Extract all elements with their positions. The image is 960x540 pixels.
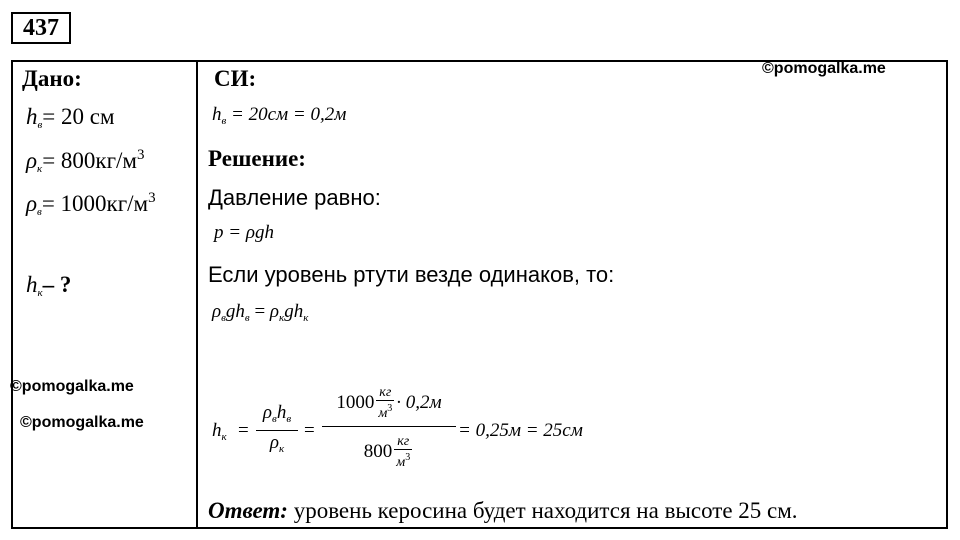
answer	[208, 498, 798, 524]
unit-den-text: м	[378, 406, 388, 421]
pressure-text: Давление равно:	[208, 185, 381, 210]
denominator-value: 800	[363, 441, 393, 462]
final-result: = 0,25м = 25см	[458, 420, 583, 441]
balance-formula	[212, 301, 308, 324]
numerator-tail: · 0,2м	[396, 392, 442, 413]
symbol: h	[212, 104, 222, 125]
mercury-text: Если уровень ртути везде одинаков, то:	[208, 262, 615, 287]
column-divider	[196, 60, 198, 527]
unit-denominator	[394, 449, 412, 470]
subscript: в	[244, 312, 250, 324]
unit-den-text: м	[396, 455, 406, 470]
equals-1: =	[238, 420, 249, 441]
h-water: h	[276, 402, 287, 423]
symbol: h	[212, 420, 222, 441]
given-title: Дано:	[22, 66, 82, 91]
task-number: 437	[11, 12, 71, 44]
rho-water: ρ	[262, 402, 273, 423]
symbol: h	[26, 104, 38, 129]
rho-kerosene: ρ	[269, 432, 279, 453]
subscript: в	[221, 312, 226, 324]
subscript: в	[221, 115, 227, 127]
subscript: в	[37, 119, 43, 131]
superscript: 3	[136, 147, 145, 163]
si-title: СИ:	[214, 66, 257, 91]
subscript: в	[272, 413, 277, 425]
unknown-mark: – ?	[42, 272, 72, 297]
value: = 20см = 0,2м	[231, 104, 347, 125]
subscript: в	[286, 413, 292, 425]
given-find	[26, 272, 71, 299]
symbol: ρ	[26, 148, 38, 173]
rho-water: ρ	[212, 301, 222, 322]
equals: =	[249, 301, 270, 322]
unit-sup: 3	[387, 403, 393, 414]
symbol: h	[26, 272, 38, 297]
value-numerator	[336, 380, 441, 426]
solution-title: Решение:	[208, 146, 306, 171]
subscript: к	[303, 312, 309, 324]
watermark: ©pomogalka.me	[762, 60, 886, 77]
subscript: к	[37, 287, 43, 299]
given-rho-water	[26, 190, 156, 218]
gh-kerosene: gh	[284, 301, 304, 322]
value: = 1000кг/м	[41, 191, 149, 216]
unit-fraction	[376, 385, 394, 421]
answer-label: Ответ:	[208, 498, 288, 523]
ratio-denominator	[270, 431, 284, 461]
superscript: 3	[148, 190, 156, 206]
numerator-value: 1000	[336, 392, 375, 413]
unit-sup: 3	[405, 452, 411, 463]
gh-water: gh	[225, 301, 245, 322]
symbol: ρ	[26, 191, 38, 216]
watermark: ©pomogalka.me	[20, 414, 144, 431]
given-rho-kerosene	[26, 147, 144, 175]
ratio-numerator	[263, 402, 291, 430]
equals-2: =	[304, 420, 315, 441]
unit-fraction	[394, 434, 412, 470]
si-conversion	[212, 104, 346, 127]
subscript: к	[278, 443, 285, 455]
subscript: к	[37, 163, 43, 175]
subscript: в	[37, 206, 42, 218]
given-h-water	[26, 104, 115, 131]
value: = 20 см	[42, 104, 115, 129]
final-lhs	[212, 420, 227, 443]
value-denominator	[364, 427, 414, 477]
value-fraction	[322, 380, 456, 477]
subscript: к	[221, 431, 227, 443]
value: = 800кг/м	[42, 148, 137, 173]
solution-table	[11, 60, 948, 529]
subscript: к	[279, 312, 285, 324]
ratio-fraction	[256, 402, 298, 461]
unit-numerator: кг	[397, 434, 410, 449]
unit-numerator: кг	[379, 385, 392, 400]
pressure-formula: p = ρgh	[214, 222, 274, 243]
rho-kerosene: ρ	[269, 301, 280, 322]
watermark: ©pomogalka.me	[10, 378, 134, 395]
answer-text: уровень керосина будет находится на высоте 25 см.	[287, 498, 798, 523]
unit-denominator	[376, 400, 394, 421]
